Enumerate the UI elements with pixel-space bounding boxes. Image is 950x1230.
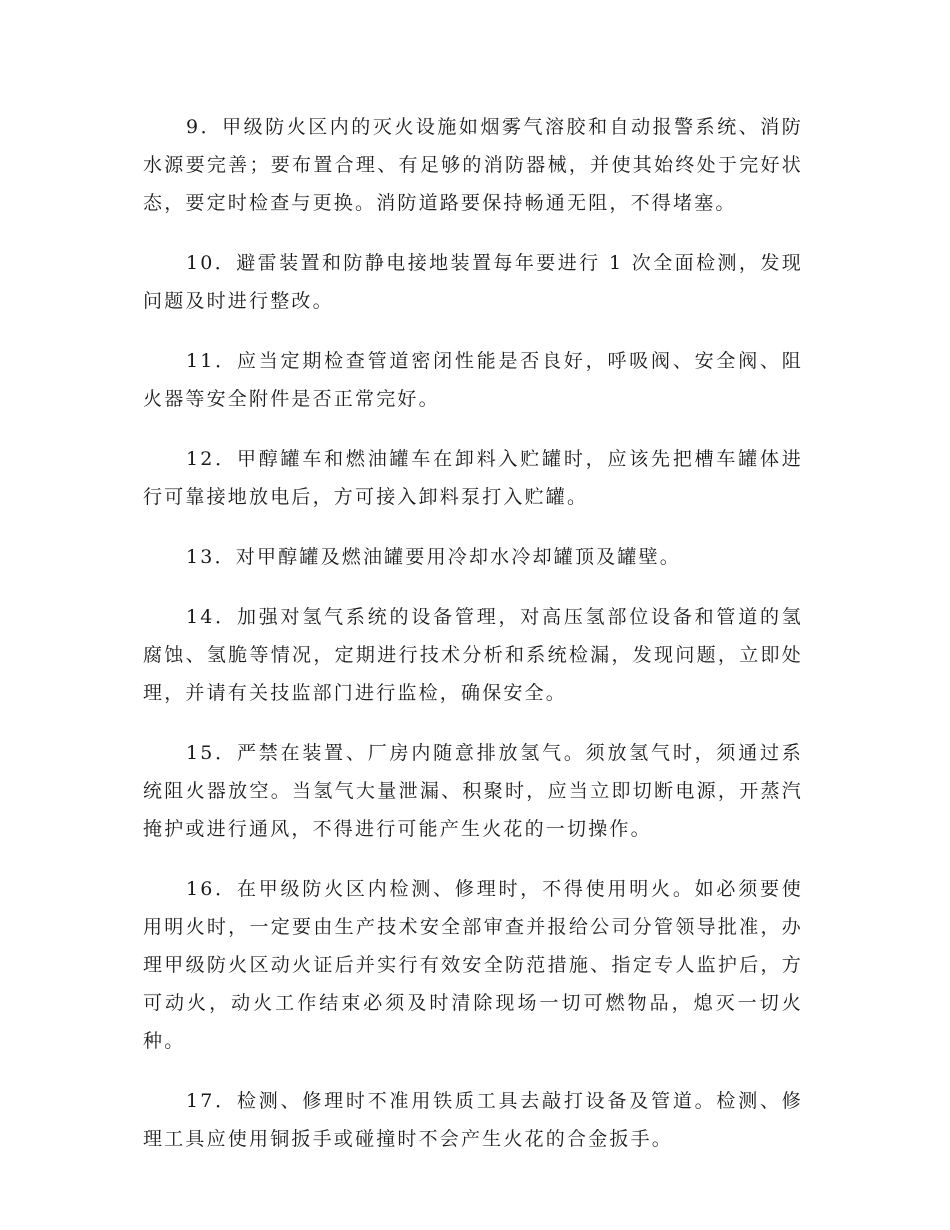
paragraph-item-12 [143,440,803,516]
paragraph-item-9 [143,108,803,222]
item-text: 加强对氢气系统的设备管理，对高压氢部位设备和管道的氢腐蚀、氢脆等情况，定期进行技术分析和系统检漏，发现问题，立即处理，并请有关技监部门进行监检，确保安全。 [143,606,803,704]
item-number: 17． [186,1090,237,1112]
document-body [143,108,803,1180]
item-text: 应当定期检查管道密闭性能是否良好，呼吸阀、安全阀、阻火器等安全附件是否正常完好。 [143,350,803,410]
item-text: 甲级防火区内的灭火设施如烟雾气溶胶和自动报警系统、消防水源要完善；要布置合理、有足够的消防器械，并使其始终处于完好状态，要定时检查与更换。消防道路要保持畅通无阻，不得堵塞。 [143,116,803,214]
paragraph-item-16 [143,870,803,1060]
item-text: 严禁在装置、厂房内随意排放氢气。须放氢气时，须通过系统阻火器放空。当氢气大量泄漏、积聚时，应当立即切断电源，开蒸汽掩护或进行通风，不得进行可能产生火花的一切操作。 [143,742,803,840]
paragraph-item-13 [143,538,803,576]
item-number: 13． [186,546,236,568]
item-text: 对甲醇罐及燃油罐要用冷却水冷却罐顶及罐壁。 [235,546,681,568]
paragraph-item-17 [143,1082,803,1158]
paragraph-item-14 [143,598,803,712]
item-text: 在甲级防火区内检测、修理时，不得使用明火。如必须要使用明火时，一定要由生产技术安全部审查并报给公司分管领导批准，办理甲级防火区动火证后并实行有效安全防范措施、指定专人监护后，方可动火，动火工作结束必须及时清除现场一切可燃物品，熄灭一切火种。 [143,878,803,1052]
item-number: 16． [186,878,237,900]
item-number: 15． [186,742,237,764]
paragraph-item-15 [143,734,803,848]
paragraph-item-10 [143,244,803,320]
item-number: 14． [186,606,237,628]
item-number: 9． [186,116,223,138]
item-number: 11． [186,350,237,372]
item-text: 甲醇罐车和燃油罐车在卸料入贮罐时，应该先把槽车罐体进行可靠接地放电后，方可接入卸料泵打入贮罐。 [143,448,803,508]
item-text: 避雷装置和防静电接地装置每年要进行 1 次全面检测，发现问题及时进行整改。 [143,252,803,312]
paragraph-item-11 [143,342,803,418]
item-text: 检测、修理时不准用铁质工具去敲打设备及管道。检测、修理工具应使用铜扳手或碰撞时不会产生火花的合金扳手。 [143,1090,803,1150]
item-number: 10． [186,252,237,274]
item-number: 12． [186,448,237,470]
